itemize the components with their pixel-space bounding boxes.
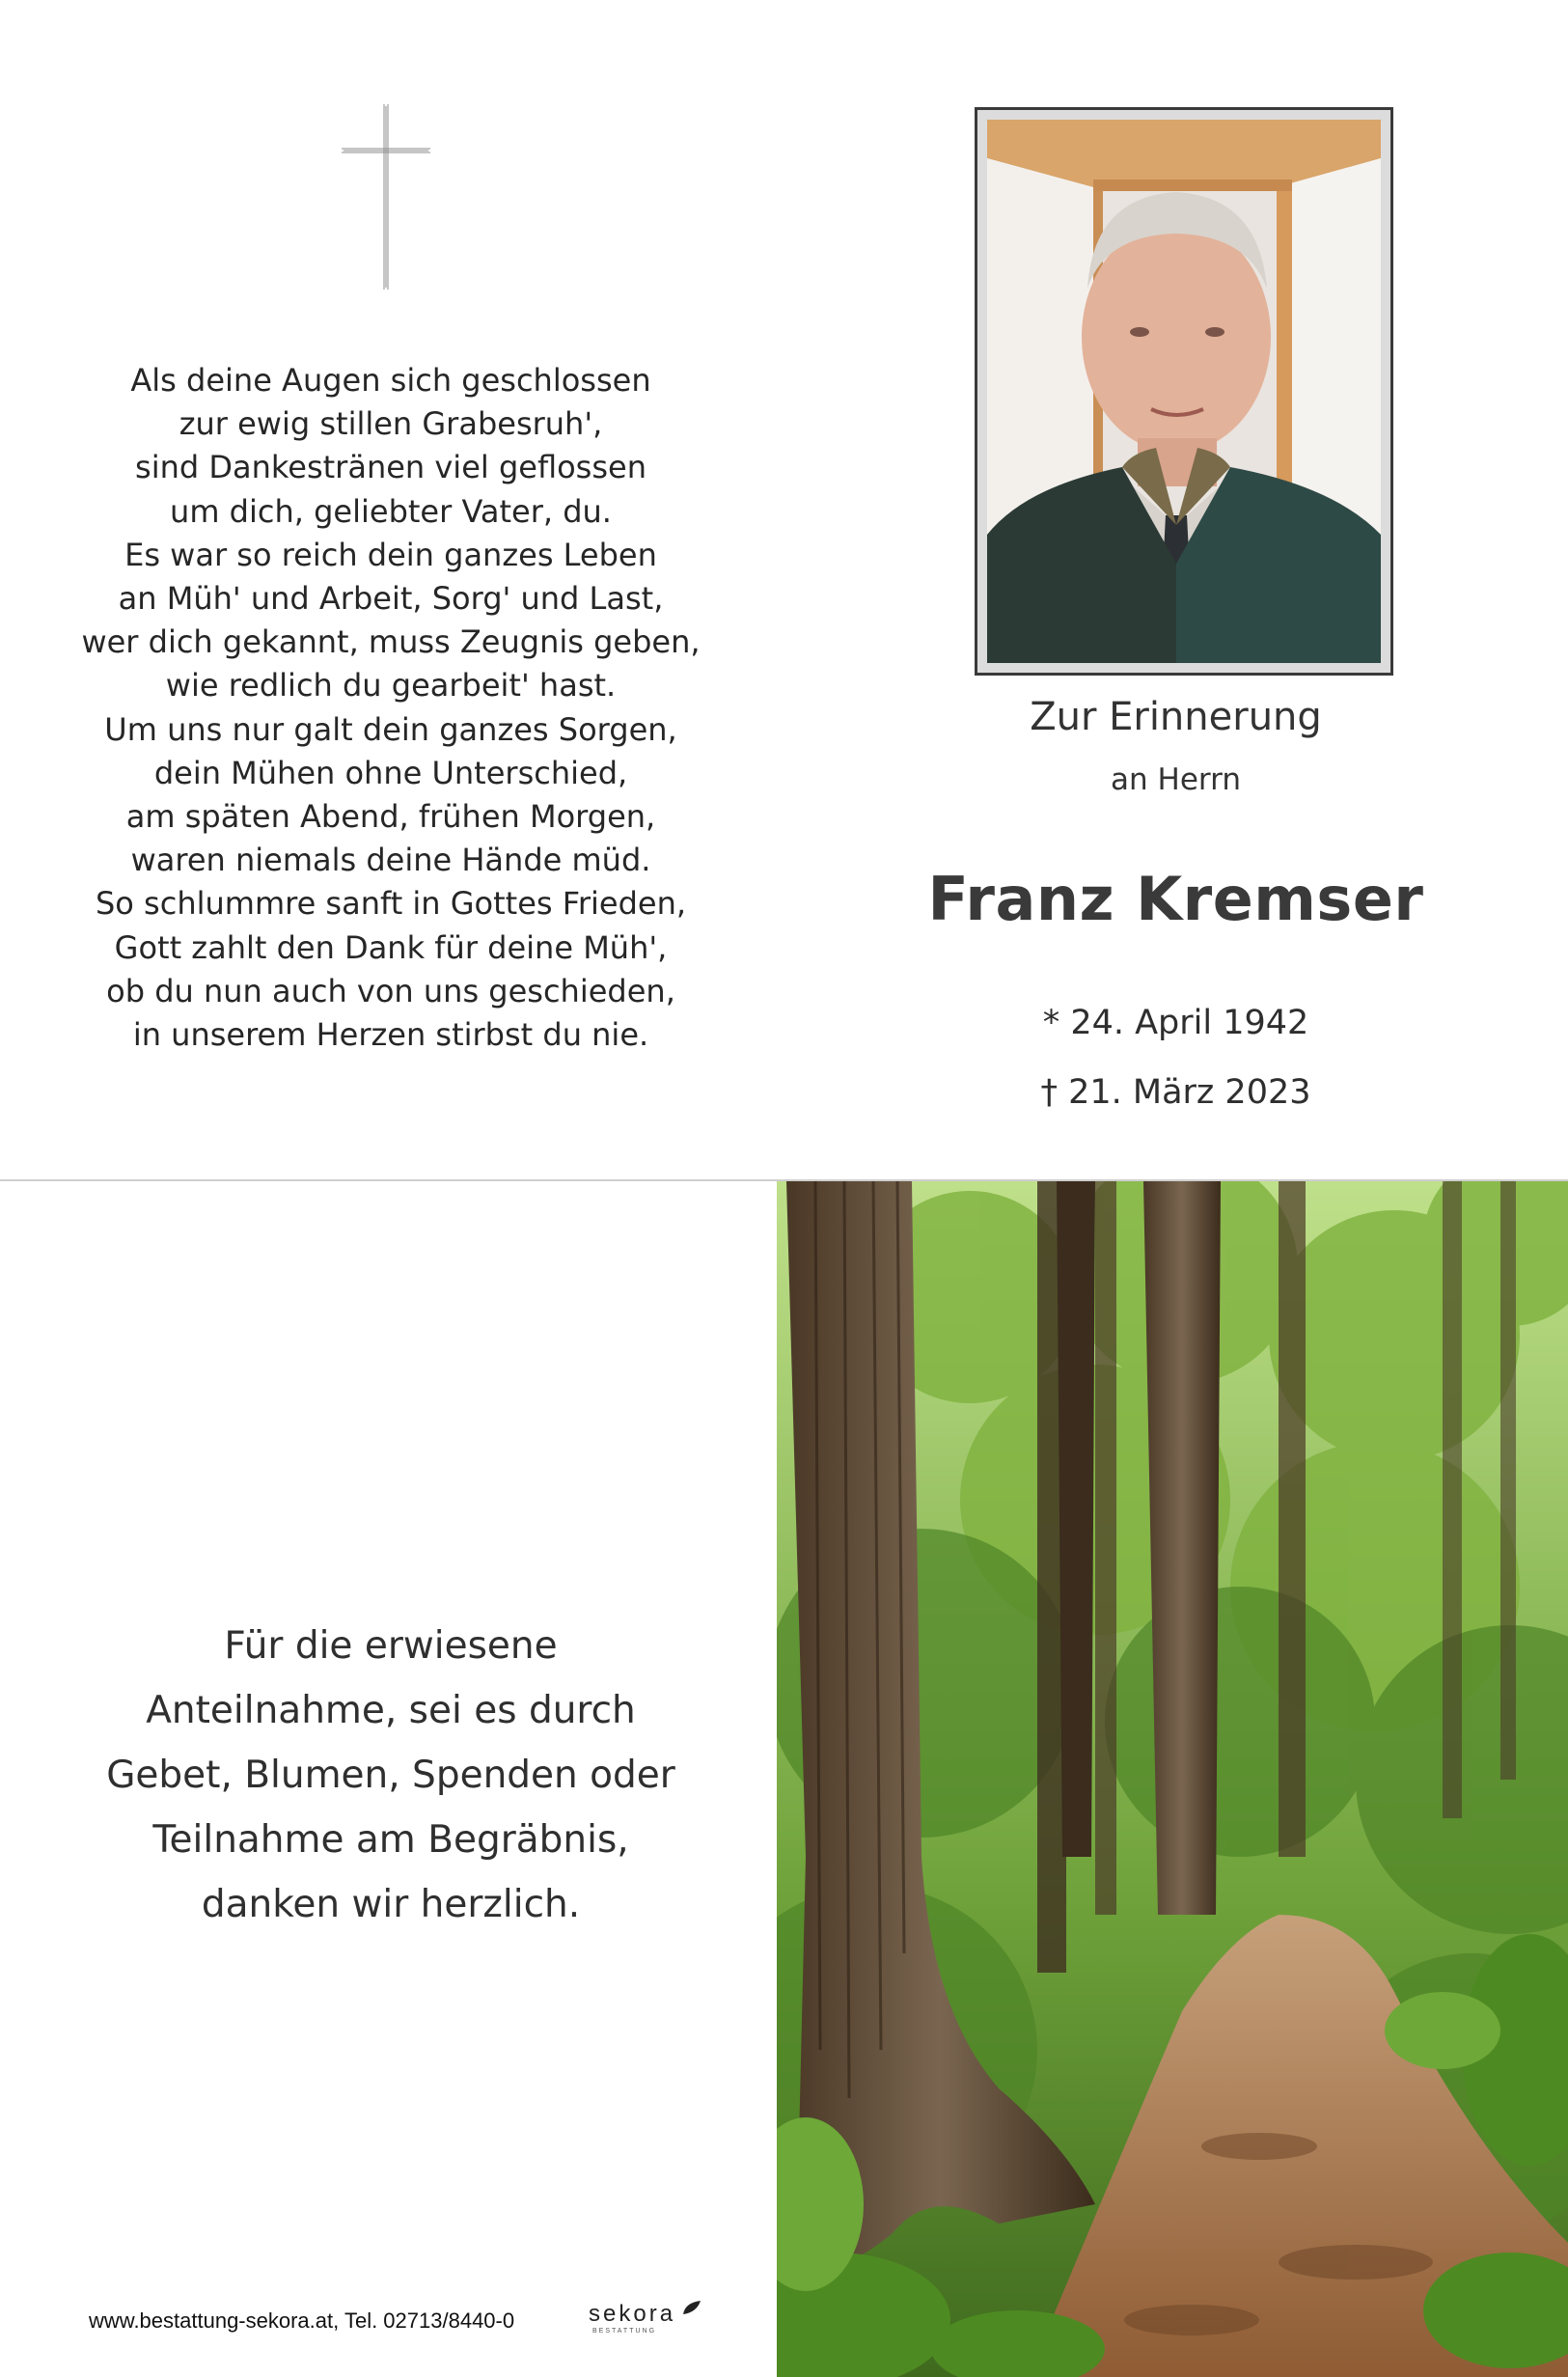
memorial-title: Zur Erinnerung xyxy=(1030,695,1322,739)
poem-line: wer dich gekannt, muss Zeugnis geben, xyxy=(81,623,701,661)
poem-line: zur ewig stillen Grabesruh', xyxy=(179,405,603,443)
poem-line: sind Dankestränen viel geflossen xyxy=(135,449,646,486)
poem-line: ob du nun auch von uns geschieden, xyxy=(106,972,675,1009)
poem-line: dein Mühen ohne Unterschied, xyxy=(153,754,628,791)
funeral-home-contact: www.bestattung-sekora.at, Tel. 02713/8440-0 xyxy=(89,2308,515,2333)
poem-line: am späten Abend, frühen Morgen, xyxy=(125,798,656,836)
logo-subtitle: BESTATTUNG xyxy=(592,2328,657,2335)
death-date: † 21. März 2023 xyxy=(1040,1073,1311,1112)
forest-image xyxy=(777,1181,1568,2377)
poem-line: Um uns nur galt dein ganzes Sorgen, xyxy=(104,710,677,748)
poem-line: So schlummre sanft in Gottes Frieden, xyxy=(95,885,687,923)
portrait-photo xyxy=(975,107,1393,676)
poem-text xyxy=(39,359,743,1057)
thanks-line: Anteilnahme, sei es durch xyxy=(146,1689,636,1732)
poem-line: Als deine Augen sich geschlossen xyxy=(130,362,651,399)
funeral-home-logo xyxy=(589,2301,704,2339)
birth-date: * 24. April 1942 xyxy=(1042,1004,1309,1042)
memorial-subtitle: an Herrn xyxy=(1111,762,1241,797)
thanks-line: Für die erwiesene xyxy=(224,1624,558,1668)
poem-line: waren niemals deine Hände müd. xyxy=(130,842,651,879)
memorial-panel xyxy=(784,0,1568,1179)
poem-panel xyxy=(0,0,784,1179)
portrait-image xyxy=(987,120,1381,663)
thanks-line: Teilnahme am Begräbnis, xyxy=(152,1818,629,1862)
poem-line: Gott zahlt den Dank für deine Müh', xyxy=(114,928,668,966)
poem-line: Es war so reich dein ganzes Leben xyxy=(124,536,657,573)
leaf-icon xyxy=(681,2299,702,2316)
thanks-text xyxy=(58,1614,724,1937)
thanks-line: danken wir herzlich. xyxy=(201,1883,581,1926)
deceased-name: Franz Kremser xyxy=(927,864,1424,934)
thanks-line: Gebet, Blumen, Spenden oder xyxy=(106,1754,675,1797)
poem-line: um dich, geliebter Vater, du. xyxy=(170,492,612,530)
cross-icon xyxy=(342,104,430,290)
logo-word: sekora xyxy=(589,2301,676,2327)
poem-line: wie redlich du gearbeit' hast. xyxy=(165,667,617,705)
poem-line: an Müh' und Arbeit, Sorg' und Last, xyxy=(118,580,664,618)
forest-photo xyxy=(777,1181,1568,2377)
poem-line: in unserem Herzen stirbst du nie. xyxy=(132,1016,649,1054)
